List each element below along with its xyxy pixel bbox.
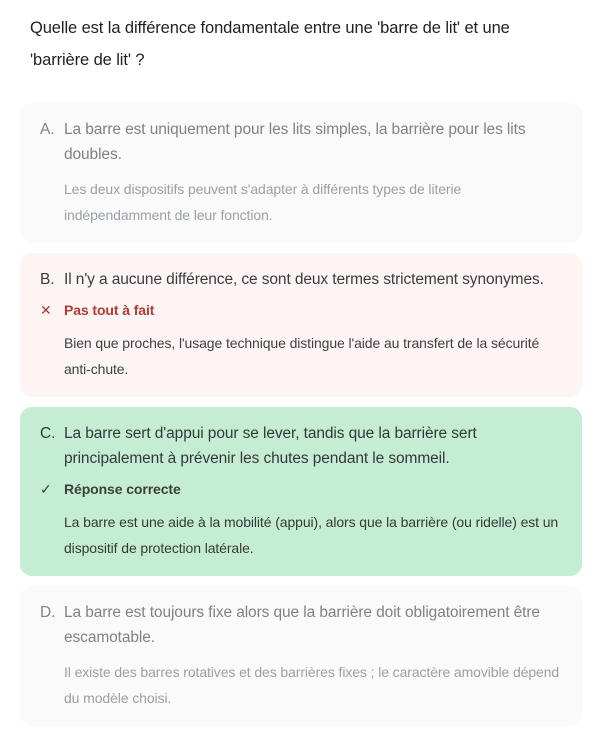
option-text: La barre est toujours fixe alors que la barrière doit obligatoirement être escamotable. bbox=[64, 604, 540, 646]
option-explanation: Les deux dispositifs peuvent s'adapter à différents types de literie indépendamment de leur fonction. bbox=[64, 181, 462, 223]
option-text: La barre est uniquement pour les lits simples, la barrière pour les lits doubles. bbox=[64, 121, 526, 163]
cross-icon: ✕ bbox=[40, 302, 52, 318]
option-text: Il n'y a aucune différence, ce sont deux termes strictement synonymes. bbox=[64, 271, 544, 288]
option-row bbox=[40, 117, 564, 167]
option-explanation-row bbox=[64, 176, 564, 228]
answer-options-list bbox=[20, 103, 582, 726]
check-icon: ✓ bbox=[40, 481, 52, 497]
option-row bbox=[40, 421, 564, 471]
option-letter: C. bbox=[40, 425, 56, 442]
answer-option-a[interactable] bbox=[20, 103, 582, 243]
answer-option-d[interactable] bbox=[20, 586, 582, 726]
feedback-row bbox=[40, 299, 564, 321]
option-letter: B. bbox=[40, 271, 55, 288]
option-letter: D. bbox=[40, 604, 56, 621]
option-explanation-row bbox=[64, 659, 564, 711]
option-explanation: Il existe des barres rotatives et des barrières fixes ; le caractère amovible dépend du modèle choisi. bbox=[64, 664, 560, 706]
feedback-row bbox=[40, 478, 564, 500]
answer-option-b[interactable] bbox=[20, 253, 582, 397]
option-explanation-row bbox=[64, 509, 564, 561]
option-text: La barre sert d'appui pour se lever, tandis que la barrière sert principalement à prévenir les chutes pendant le sommeil. bbox=[64, 425, 477, 467]
option-explanation-row bbox=[64, 330, 564, 382]
option-explanation: Bien que proches, l'usage technique distingue l'aide au transfert de la sécurité anti-chute. bbox=[64, 335, 540, 377]
option-row bbox=[40, 267, 564, 292]
question-text: Quelle est la différence fondamentale entre une 'barre de lit' et une 'barrière de lit' ? bbox=[30, 19, 510, 69]
option-explanation: La barre est une aide à la mobilité (appui), alors que la barrière (ou ridelle) est un dispositif de protection latérale. bbox=[64, 514, 559, 556]
feedback-label: Pas tout à fait bbox=[64, 302, 155, 318]
feedback-label: Réponse correcte bbox=[64, 481, 181, 497]
option-row bbox=[40, 600, 564, 650]
option-letter: A. bbox=[40, 121, 55, 138]
answer-option-c[interactable] bbox=[20, 407, 582, 576]
